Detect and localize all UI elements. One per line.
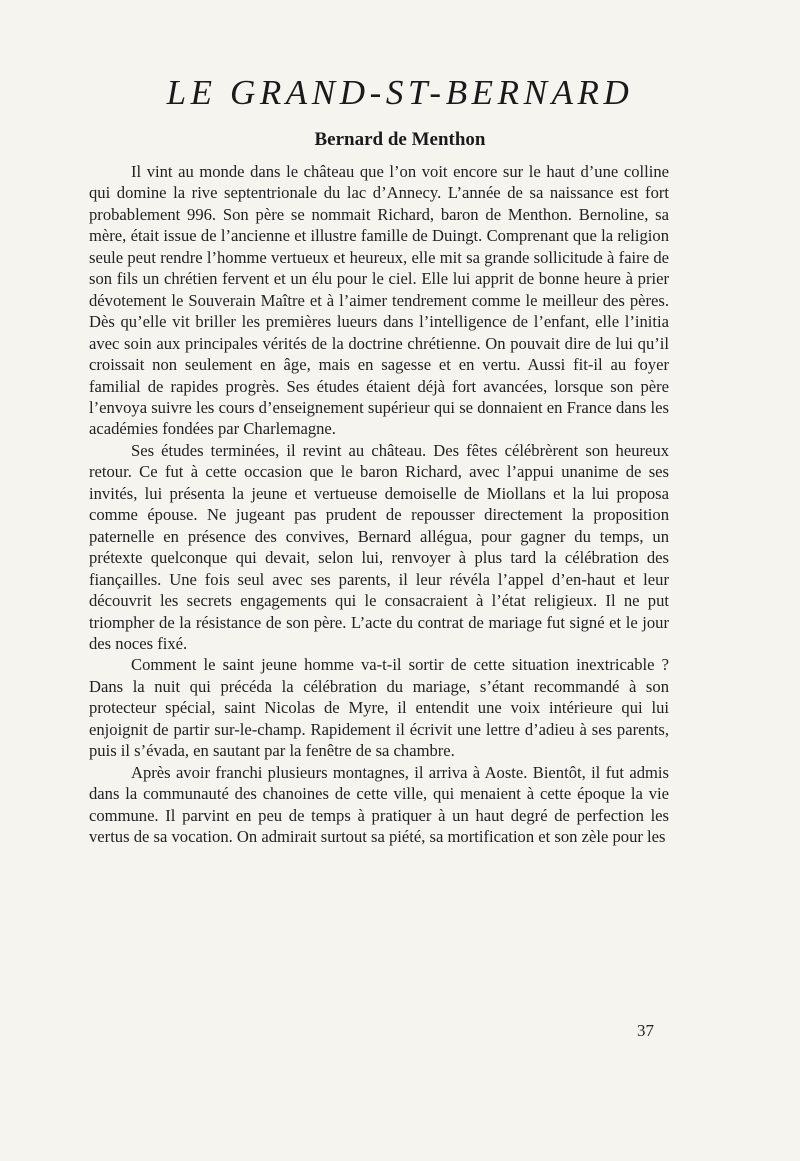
page-title: LE GRAND-ST-BERNARD: [166, 73, 634, 112]
section-subtitle: Bernard de Menthon: [314, 129, 486, 150]
body-text: [89, 161, 669, 848]
page-number: 37: [637, 1021, 654, 1040]
paragraph: Il vint au monde dans le château que l’on voit encore sur le haut d’une colline qui domine la rive septentrionale du lac d’Annecy. L’année de sa naissance est fort probablement 996. Son père se nommait Richard, baron de Menthon. Bernoline, sa mère, était issue de l’ancienne et illustre famille de Duingt. Comprenant que la religion seule peut rendre l’homme vertueux et heureux, elle mit sa grande sollicitude à faire de son fils un chrétien fervent et un élu pour le ciel. Elle lui apprit de bonne heure à prier dévotement le Souverain Maître et à l’aimer tendrement comme le meilleur des pères. Dès qu’elle vit briller les premières lueurs dans l’intelligence de l’enfant, elle l’initia avec soin aux principales vérités de la doctrine chrétienne. On pouvait dire de lui qu’il croissait non seulement en âge, mais en sagesse et en vertu. Aussi fit-il au foyer familial de rapides progrès. Ses études étaient déjà fort avancées, lorsque son père l’envoya suivre les cours d’enseignement supérieur qui se donnaient en France dans les académies fondées par Charlemagne.: [89, 162, 669, 439]
paragraph: Comment le saint jeune homme va-t-il sortir de cette situation inextricable ? Dans la nuit qui précéda la célébration du mariage, s’étant recommandé à son protecteur spécial, saint Nicolas de Myre, il entendit une voix intérieure qui lui enjoignit de partir sur-le-champ. Rapidement il écrivit une lettre d’adieu à ses parents, puis il s’évada, en sautant par la fenêtre de sa chambre.: [89, 655, 669, 761]
paragraph: Après avoir franchi plusieurs montagnes, il arriva à Aoste. Bientôt, il fut admis dans la communauté des chanoines de cette ville, qui menaient à cette époque la vie commune. Il parvint en peu de temps à pratiquer à un haut degré de perfection les vertus de sa vocation. On admirait surtout sa piété, sa mortification et son zèle pour les: [89, 762, 669, 847]
paragraph: Ses études terminées, il revint au château. Des fêtes célébrèrent son heureux retour. Ce fut à cette occasion que le baron Richard, avec l’appui unanime de ses invités, lui présenta la jeune et vertueuse demoiselle de Miollans et la lui proposa comme épouse. Ne jugeant pas prudent de repousser directement la proposition paternelle en présence des convives, Bernard allégua, pour gagner du temps, un prétexte quelconque qui devait, selon lui, renvoyer à plus tard la célébration des fiançailles. Une fois seul avec ses parents, il leur révéla l’appel d’en-haut et leur découvrit les secrets engagements qui le consacraient à l’état religieux. Il ne put triompher de la résistance de son père. L’acte du contrat de mariage fut signé et le jour des noces fixé.: [89, 440, 669, 653]
